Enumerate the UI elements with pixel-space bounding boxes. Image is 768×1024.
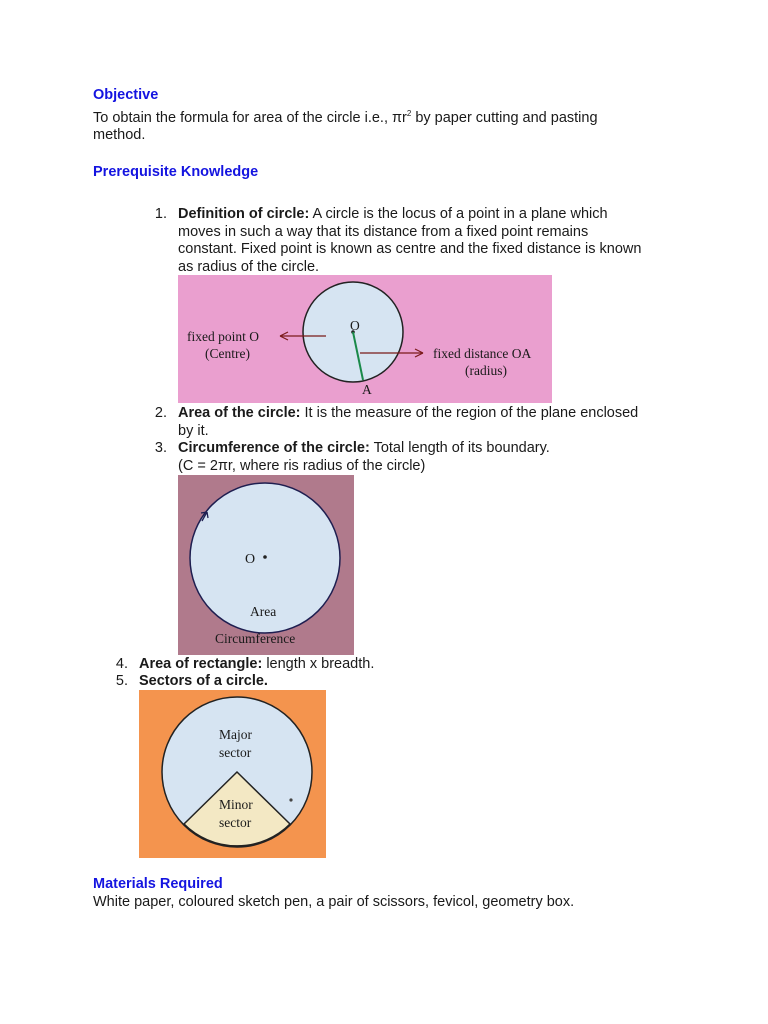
list-number: 1. [154, 206, 167, 222]
figure-sectors [139, 690, 326, 858]
definition: It is the measure of the region of the plane enclosed [300, 405, 639, 421]
definition-line: moves in such a way that its distance from a fixed point remains [178, 223, 589, 240]
definition: A circle is the locus of a point in a plane which [309, 206, 608, 222]
label-major-sector: sector [219, 745, 252, 760]
list-item-text [178, 405, 698, 440]
label-o: O [245, 552, 256, 567]
term: Sectors of a circle. [139, 673, 268, 689]
list-item-text [139, 673, 659, 691]
label-fixed-point: fixed point O [187, 329, 259, 344]
label-a: A [362, 382, 372, 397]
figure-circumference [178, 475, 354, 655]
prerequisite-heading: Prerequisite Knowledge [93, 164, 259, 180]
definition-line: as radius of the circle. [178, 258, 320, 275]
definition-line: by it. [178, 422, 209, 439]
circumference-diagram [178, 475, 354, 655]
label-o: O [350, 318, 360, 333]
sectors-diagram [139, 690, 326, 858]
definition: length x breadth. [262, 656, 375, 672]
label-centre: (Centre) [205, 346, 250, 361]
label-minor: Minor [219, 797, 253, 812]
materials-text: White paper, coloured sketch pen, a pair of scissors, fevicol, geometry box. [93, 894, 575, 910]
term: Definition of circle: [178, 206, 310, 222]
label-circumference: Circumference [215, 631, 296, 646]
objective-text-line: method. [93, 127, 146, 144]
list-item-text [178, 440, 698, 475]
objective-text [93, 105, 653, 145]
list-number: 3. [154, 440, 167, 456]
term: Area of rectangle: [139, 656, 263, 672]
dot-mark [289, 798, 292, 801]
objective-heading: Objective [93, 87, 159, 103]
materials-heading: Materials Required [93, 876, 223, 892]
definition-line: constant. Fixed point is known as centre and the fixed distance is known [178, 241, 642, 257]
superscript: 2 [406, 109, 412, 118]
centre-point [263, 555, 267, 559]
list-number: 4. [115, 656, 128, 672]
term: Area of the circle: [178, 405, 301, 421]
label-fixed-distance: fixed distance OA [433, 346, 532, 361]
objective-text-part: To obtain the formula for area of the circle i.e., πr [93, 109, 407, 126]
list-number: 5. [115, 673, 128, 689]
figure-circle-definition [178, 275, 552, 403]
objective-text-part: by paper cutting and pasting [411, 109, 598, 126]
label-radius: (radius) [465, 363, 507, 378]
definition-line: (C = 2πr, where ris radius of the circle) [178, 457, 426, 474]
list-item-text [139, 656, 659, 674]
definition: Total length of its boundary. [369, 440, 550, 456]
list-number: 2. [154, 405, 167, 421]
label-major: Major [219, 727, 252, 742]
term: Circumference of the circle: [178, 440, 370, 456]
label-area: Area [250, 604, 277, 619]
list-item-text [178, 206, 698, 276]
label-minor-sector: sector [219, 815, 252, 830]
